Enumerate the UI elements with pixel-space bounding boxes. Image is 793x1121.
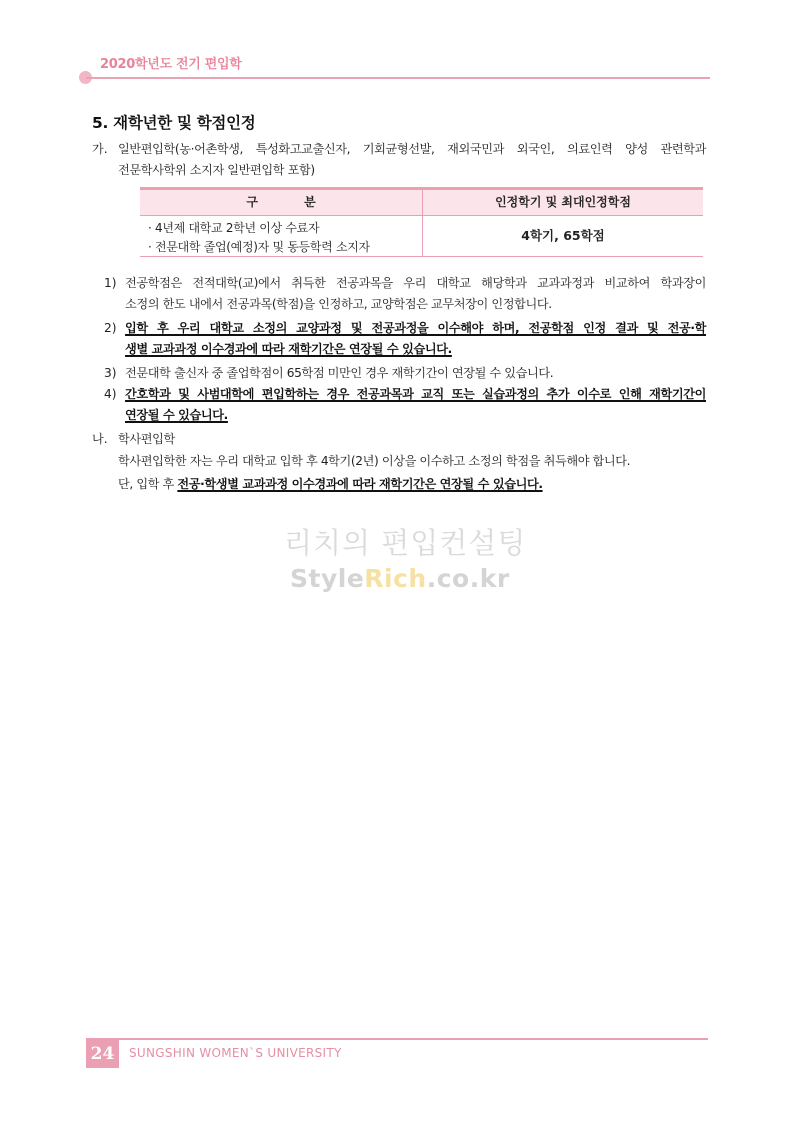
page-number: 24: [86, 1040, 119, 1068]
eligibility-line-2: · 전문대학 졸업(예정)자 및 동등학력 소지자: [148, 240, 370, 254]
item-1-marker: 1): [104, 276, 117, 290]
item-4-marker: 4): [104, 387, 117, 401]
table-header-category: 구 분: [246, 195, 316, 209]
footer-university-name: SUNGSHIN WOMEN`S UNIVERSITY: [129, 1046, 342, 1060]
table-cell-eligibility: [148, 219, 370, 257]
item-3-marker: 3): [104, 366, 117, 380]
credit-table: [140, 187, 703, 259]
na-marker: 나.: [92, 432, 108, 446]
na-line2-prefix: 단, 입학 후: [118, 477, 178, 491]
section-title: 5. 재학년한 및 학점인정: [92, 114, 256, 132]
item-4-line1: 간호학과 및 사범대학에 편입학하는 경우 전공과목과 교직 또는 실습과정의 추가 이수로 인해 재학기간이: [125, 387, 706, 401]
na-title: 학사편입학: [118, 432, 175, 446]
ga-marker: 가.: [92, 142, 108, 156]
ga-line2: 전문학사학위 소지자 일반편입학 포함): [118, 163, 315, 177]
watermark-url: [290, 564, 510, 593]
item-4-line2: 연장될 수 있습니다.: [125, 408, 228, 422]
watermark-brand-domain: .co.kr: [426, 564, 510, 593]
watermark-brand-style: Style: [290, 564, 365, 593]
table-cell-credits: 4학기, 65학점: [521, 228, 605, 243]
item-2-line1: 입학 후 우리 대학교 소정의 교양과정 및 전공과정을 이수해야 하며, 전공학점 인정 결과 및 전공·학: [125, 321, 706, 335]
na-line1: 학사편입학한 자는 우리 대학교 입학 후 4학기(2년) 이상을 이수하고 소정의 학점을 취득해야 합니다.: [118, 454, 631, 468]
header-title: 2020학년도 전기 편입학: [100, 57, 242, 72]
header-divider: [86, 77, 710, 79]
item-2-line2: 생별 교과과정 이수경과에 따라 재학기간은 연장될 수 있습니다.: [125, 342, 452, 356]
eligibility-line-1: · 4년제 대학교 2학년 이상 수료자: [148, 221, 320, 235]
na-line2: [118, 474, 543, 495]
ga-line1: 일반편입학(농·어촌학생, 특성화고교출신자, 기회균형선발, 재외국민과 외국인, 의료인력 양성 관련학과: [118, 142, 706, 156]
item-1-line2: 소정의 한도 내에서 전공과목(학점)을 인정하고, 교양학점은 교무처장이 인정합니다.: [125, 297, 552, 311]
na-line2-emphasis: 전공·학생별 교과과정 이수경과에 따라 재학기간은 연장될 수 있습니다.: [177, 477, 543, 491]
item-1-line1: 전공학점은 전적대학(교)에서 취득한 전공과목을 우리 대학교 해당학과 교과과정과 비교하여 학과장이: [125, 276, 706, 290]
watermark-brand-rich: Rich: [364, 564, 427, 593]
item-3-line1: 전문대학 출신자 중 졸업학점이 65학점 미만인 경우 재학기간이 연장될 수 있습니다.: [125, 366, 554, 380]
watermark-korean: 리치의 편입컨설팅: [284, 526, 527, 560]
table-header-credits: 인정학기 및 최대인정학점: [495, 195, 631, 209]
item-2-marker: 2): [104, 321, 117, 335]
footer-divider: [86, 1038, 708, 1040]
